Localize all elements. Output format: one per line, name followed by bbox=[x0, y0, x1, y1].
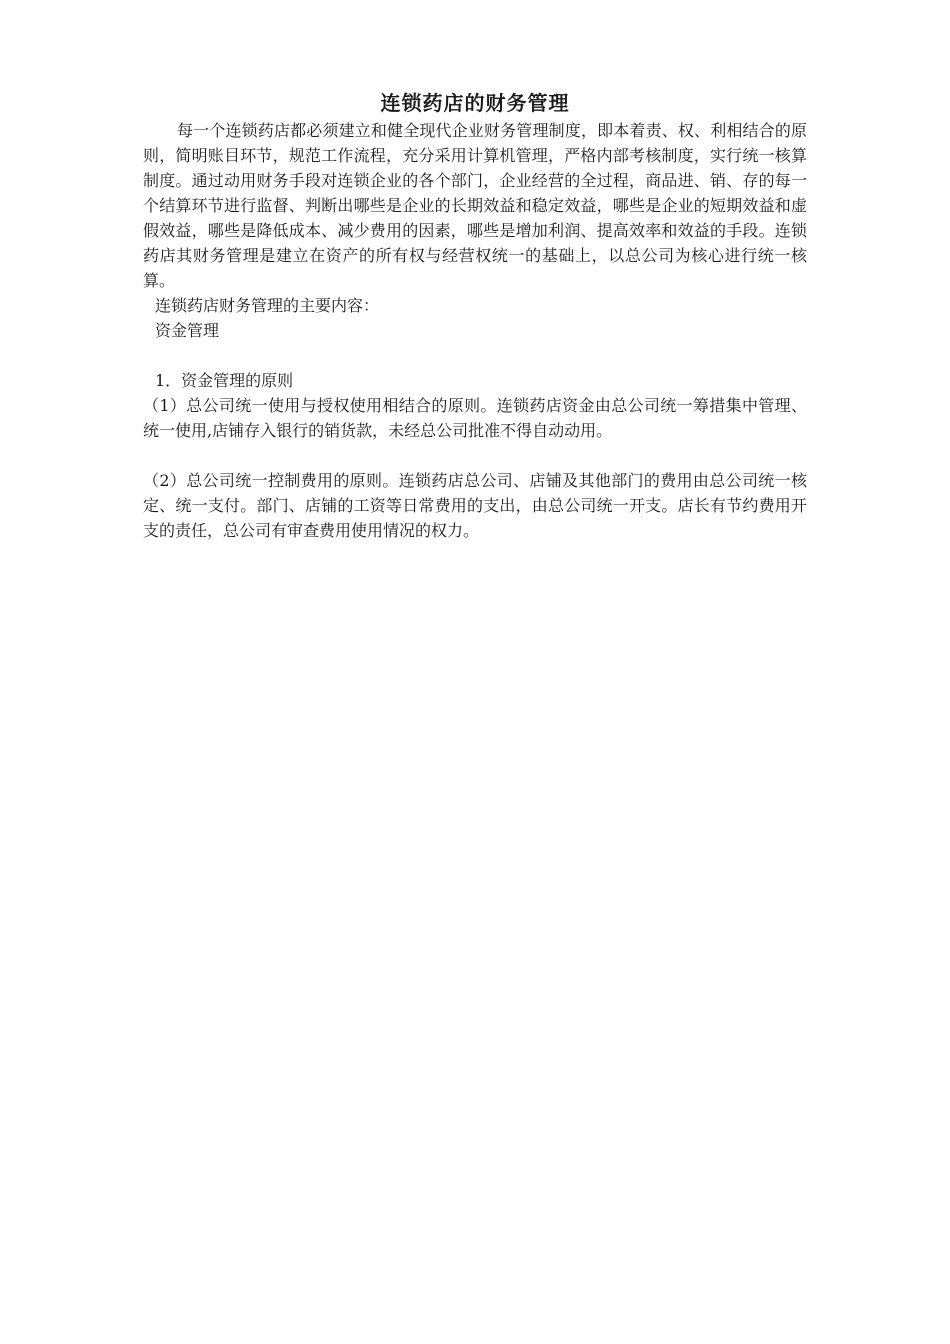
section-heading: 资金管理 bbox=[155, 321, 220, 340]
spacer bbox=[143, 443, 807, 468]
principle-paragraph-2: （2）总公司统一控制费用的原则。连锁药店总公司、店铺及其他部门的费用由总公司统一核定、统一支付。部门、店铺的工资等日常费用的支出，由总公司统一开支。店长有节约费用开支的责任，总公司有审查费用使用情况的权力。 bbox=[143, 471, 807, 540]
principle-paragraph-1: （1）总公司统一使用与授权使用相结合的原则。连锁药店资金由总公司统一筹措集中管理、统一使用,店铺存入银行的销货款，未经总公司批准不得自动动用。 bbox=[143, 396, 807, 440]
intro-paragraph: 每一个连锁药店都必须建立和健全现代企业财务管理制度，即本着责、权、利相结合的原则，简明账目环节，规范工作流程，充分采用计算机管理，严格内部考核制度，实行统一核算制度。通过动用财务手段对连锁企业的各个部门，企业经营的全过程，商品进、销、存的每一个结算环节进行监督、判断出哪些是企业的长期效益和稳定效益，哪些是企业的短期效益和虚假效益，哪些是降低成本、减少费用的因素，哪些是增加利润、提高效率和效益的手段。连锁药店其财务管理是建立在资产的所有权与经营权统一的基础上，以总公司为核心进行统一核算。 bbox=[143, 121, 807, 290]
document-body bbox=[143, 88, 807, 543]
subsection-heading: 1．资金管理的原则 bbox=[155, 371, 294, 390]
document-title: 连锁药店的财务管理 bbox=[380, 91, 570, 115]
main-content-heading: 连锁药店财务管理的主要内容： bbox=[155, 296, 380, 315]
spacer bbox=[143, 343, 807, 368]
